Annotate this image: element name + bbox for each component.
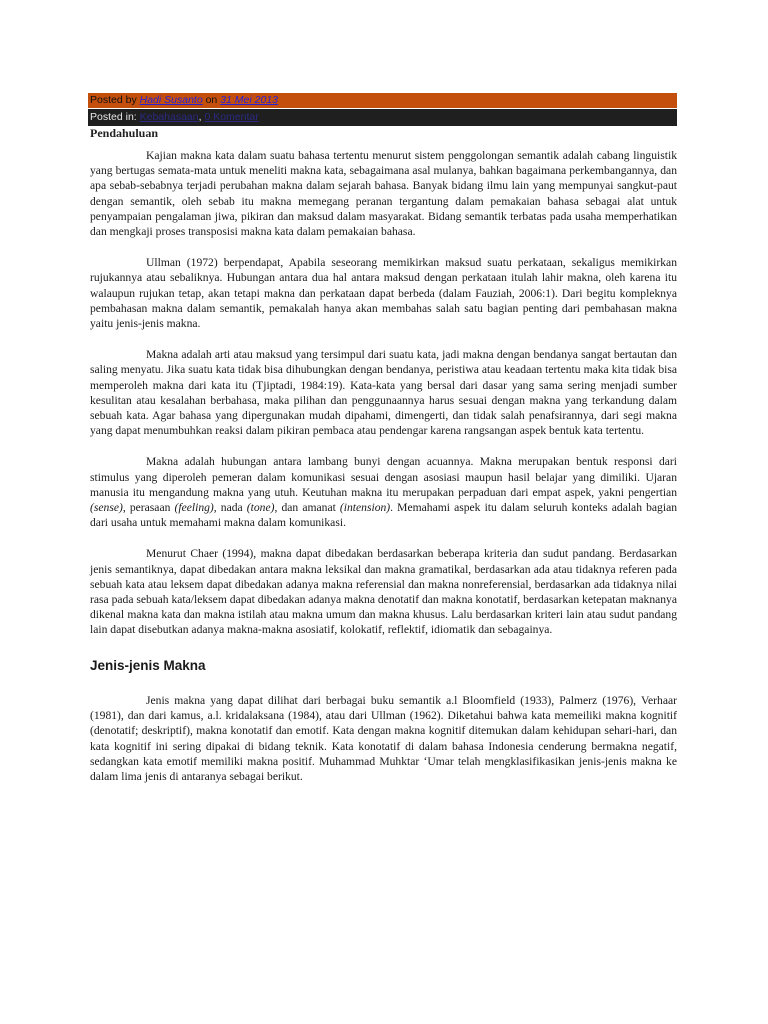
para4-text-e: . Memahami aspek itu dalam seluruh konteks adalah bagian dari usaha untuk memahami makna dalam komunikasi. (90, 501, 678, 530)
category-link[interactable]: Kebahasaan (139, 111, 199, 123)
paragraph (90, 454, 677, 530)
section-title: Pendahuluan (90, 126, 159, 140)
paragraph: Ullman (1972) berpendapat, Apabila seseorang memikirkan maksud suatu perkataan, sekaligus memikirkan rujukannya atau sebaliknya. Hubungan antara dua hal antara maksud dengan perkataan itulah lahir makna, oleh karena itu walaupun rujukan tetap, akan tetapi makna dan perkataan dapat berbeda (dalam Fauziah, 2006:1). Dari begitu kompleknya pembahasan makna dalam semantik, pemakalah hanya akan membahas salah satu bagian penting dari pembahasan makna yaitu jenis-jenis makna. (90, 256, 677, 331)
term-sense: (sense) (90, 501, 123, 515)
paragraph: Jenis makna yang dapat dilihat dari berbagai buku semantik a.l Bloomfield (1933), Palmerz (1976), Verhaar (1981), dan dari kamus, a.l. kridalaksana (1984), atau dari Ullman (1962). Diketahui bahwa kata memeiliki makna kognitif (denotatif; deskriptif), makna konotatif dan emotif. Kata dengan makna kognitif ditemukan dalam kehidupan sehari-hari, dan kata kognitif ini sering dipakai di bidang teknik. Kata konotatif di dalam bahasa Indonesia cenderung bermakna negatif, sedangkan kata emotif memiliki makna positif. Muhammad Muhktar ‘Umar telah mengklasifikasikan jenis-jenis makna ke dalam lima jenis di antaranya sebagai berikut. (90, 693, 677, 783)
para4-text-c: , nada (213, 501, 247, 515)
article-body (90, 148, 677, 800)
para4-text-b: , perasaan (122, 501, 175, 515)
para4-text-d: , dan amanat (274, 501, 340, 515)
author-link[interactable]: Hadi Susanto (139, 94, 203, 106)
term-intension: (intension) (339, 501, 391, 515)
para4-text-a: Makna adalah hubungan antara lambang bunyi dengan acuannya. Makna merupakan bentuk responsi dari stimulus yang diperoleh pemeran dalam komunikasi sesuai dengan asosiasi maupun hasil belajar yang dimiliki. Ujaran manusia itu mengandung makna yang utuh. Keutuhan makna itu merupakan perpaduan dari empat aspek, yakni pengertian (90, 455, 677, 499)
separator: , (198, 111, 202, 123)
posted-by-label: Posted by (90, 94, 137, 106)
post-meta-category-bar (88, 109, 677, 126)
paragraph: Menurut Chaer (1994), makna dapat dibedakan berdasarkan beberapa kriteria dan sudut pandang. Berdasarkan jenis semantiknya, dapat dibedakan antara makna leksikal dan makna gramatikal, berdasarkan ada atau tidaknya referen pada sebuah kata atau leksem dapat dibedakan adanya makna referensial dan makna nonreferensial, berdasarkan ada tidaknya nilai rasa pada sebuah kata/leksem dapat dibedakan adanya makna denotatif dan makna konotatif, berdasarkan ketepatan maknanya dikenal makna kata dan makna istilah atau makna umum dan makna khusus. Lalu berdasarkan kriteri lain atau sudut pandang lain dapat disebutkan adanya makna-makna asosiatif, kolokatif, reflektif, idiomatik dan sebagainya. (90, 547, 677, 637)
subheading-jenis-makna: Jenis-jenis Makna (90, 657, 206, 673)
date-link[interactable]: 31 Mei 2013 (220, 94, 278, 106)
term-feeling: (feeling) (174, 501, 214, 515)
posted-in-label: Posted in: (90, 111, 137, 123)
term-tone: (tone) (246, 501, 275, 515)
comments-link[interactable]: 0 Komentar (204, 111, 259, 123)
post-meta-author-bar (88, 93, 677, 108)
paragraph: Kajian makna kata dalam suatu bahasa tertentu menurut sistem penggolongan semantik adalah cabang linguistik yang bertugas semata-mata untuk meneliti makna kata, sebagaimana asal mulanya, bahkan bagaimana perkembangannya, dan apa sebab-sebabnya terjadi perubahan makna dalam sejarah bahasa. Banyak bidang ilmu lain yang mempunyai sangkut-paut dengan semantik, oleh sebab itu makna memegang peranan tergantung dalam pemakaian bahasa sebagai alat untuk penyampaian pengalaman jiwa, pikiran dan maksud dalam masyarakat. Bidang semantik terbatas pada usaha memperhatikan dan mengkaji proses transposisi makna kata dalam pemakaian bahasa. (90, 149, 677, 239)
on-label: on (205, 94, 218, 106)
paragraph: Makna adalah arti atau maksud yang tersimpul dari suatu kata, jadi makna dengan bendanya sangat bertautan dan saling menyatu. Jika suatu kata tidak bisa dihubungkan dengan bendanya, peristiwa atau keadaan tertentu maka kita tidak bisa memperoleh makna dari kata itu (Tjiptadi, 1984:19). Kata-kata yang bersal dari dasar yang sama sering menjadi sumber kesulitan atau kesalahan berbahasa, maka pilihan dan penggunaannya harus sesuai dengan makna yang terkandung dalam sebuah kata. Agar bahasa yang dipergunakan mudah dipahami, dimengerti, dan tidak salah penafsirannya, dari segi makna yang dapat menumbuhkan reaksi dalam pikiran pembaca atau pendengar karena rangsangan aspek bentuk kata tertentu. (90, 348, 677, 438)
